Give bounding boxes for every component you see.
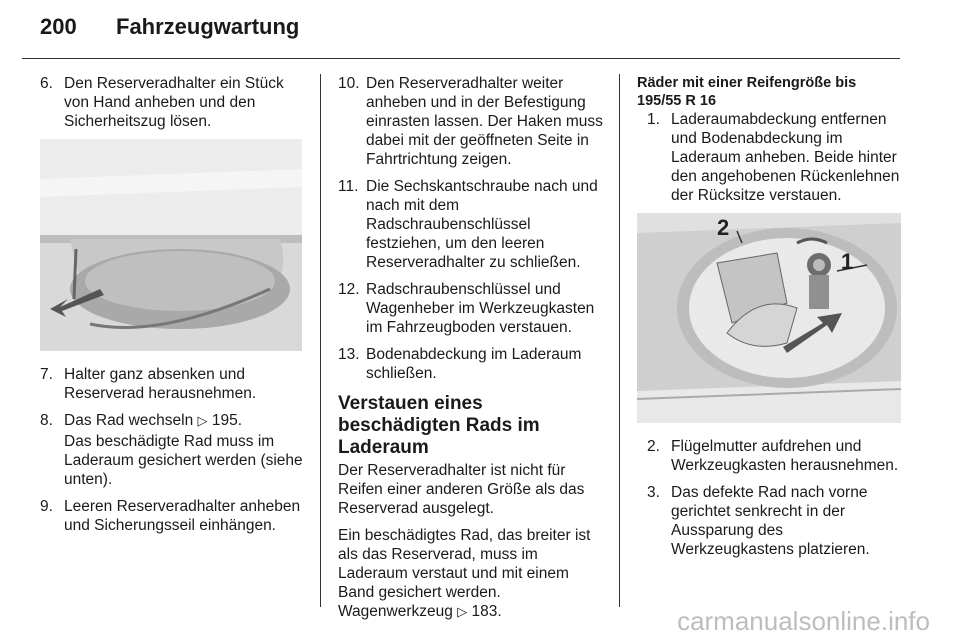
section-heading: Verstauen eines beschädigten Rads im Laderaum <box>338 393 540 458</box>
step-text: Bodenabdeckung im Laderaum schließen. <box>366 346 582 382</box>
step-1 <box>647 110 903 205</box>
step-7 <box>40 365 305 403</box>
step-text: Flügelmutter aufdrehen und Werkzeugkasten herausnehmen. <box>671 438 899 474</box>
watermark: carmanualsonline.info <box>677 606 930 636</box>
step-number: 1. <box>647 111 660 128</box>
column-divider <box>619 74 620 607</box>
step-text: Radschraubenschlüssel und Wagenheber im Werkzeugkasten im Fahrzeugboden verstauen. <box>366 281 595 336</box>
tool-box-illustration <box>637 213 901 423</box>
step-number: 3. <box>647 484 660 501</box>
step-number: 13. <box>338 346 360 363</box>
paragraph: Ein beschädigtes Rad, das breiter ist als das Reserverad, muss im Laderaum verstaut und mit einem Band gesichert werden. Wagenwerkzeug ▷ 183. <box>338 527 591 620</box>
paragraph: Der Reserveradhalter ist nicht für Reifen einer anderen Größe als das Reserverad ausgelegt. <box>338 462 585 517</box>
step-number: 9. <box>40 498 53 515</box>
step-text: Das Rad wechseln ▷ 195. <box>64 412 243 429</box>
step-6 <box>40 74 305 131</box>
step-8-note: Das beschädigte Rad muss im Laderaum gesichert werden (siehe unten). <box>64 433 303 488</box>
step-text: Leeren Reserveradhalter anheben und Sicherungsseil einhängen. <box>64 498 301 534</box>
column-3 <box>637 74 903 567</box>
column-divider <box>320 74 321 607</box>
step-10 <box>338 74 604 169</box>
step-number: 10. <box>338 75 360 92</box>
step-12 <box>338 280 604 337</box>
column-2 <box>338 74 604 629</box>
step-13 <box>338 345 604 383</box>
figure-label-1: 1 <box>841 249 854 274</box>
step-text: Das defekte Rad nach vorne gerichtet senkrecht in der Aussparung des Werkzeugkastens platzieren. <box>671 484 870 558</box>
step-9 <box>40 497 305 535</box>
tool-box-figure <box>637 213 901 423</box>
step-2 <box>647 437 903 475</box>
step-text: Den Reserveradhalter weiter anheben und in der Befestigung einrasten lassen. Der Haken muss dabei mit der geöffneten Seite in Fahrtrichtung zeigen. <box>366 75 603 168</box>
arrow-ref-icon: ▷ <box>457 604 468 619</box>
page-title: Fahrzeugwartung <box>116 14 300 39</box>
subsection-heading: Räder mit einer Reifengröße bis 195/55 R 16 <box>637 75 857 109</box>
step-number: 2. <box>647 438 660 455</box>
figure-label-2: 2 <box>717 215 730 240</box>
step-number: 6. <box>40 75 53 92</box>
spare-wheel-holder-illustration <box>40 139 302 351</box>
step-text: Den Reserveradhalter ein Stück von Hand anheben und den Sicherheitszug lösen. <box>64 75 284 130</box>
step-11 <box>338 177 604 272</box>
arrow-ref-icon: ▷ <box>197 413 208 428</box>
step-text: Die Sechskantschraube nach und nach mit dem Radschraubenschlüssel festziehen, um den leeren Reserveradhalter zu schließen. <box>366 178 598 271</box>
page-reference[interactable]: 195. <box>211 412 243 429</box>
spare-wheel-holder-figure <box>40 139 302 351</box>
page-header <box>40 14 920 50</box>
step-number: 12. <box>338 281 360 298</box>
header-rule <box>22 58 900 59</box>
step-3 <box>647 483 903 559</box>
step-8 <box>40 411 305 430</box>
step-number: 7. <box>40 366 53 383</box>
step-text: Halter ganz absenken und Reserverad herausnehmen. <box>64 366 257 402</box>
step-text: Laderaumabdeckung entfernen und Bodenabdeckung im Laderaum anheben. Beide hinter den angehobenen Rückenlehnen der Rücksitze verstauen. <box>671 111 900 204</box>
page-reference[interactable]: 183. <box>471 603 502 620</box>
column-1 <box>40 74 305 543</box>
step-number: 11. <box>338 178 359 195</box>
step-number: 8. <box>40 412 53 429</box>
page-number: 200 <box>40 14 77 39</box>
